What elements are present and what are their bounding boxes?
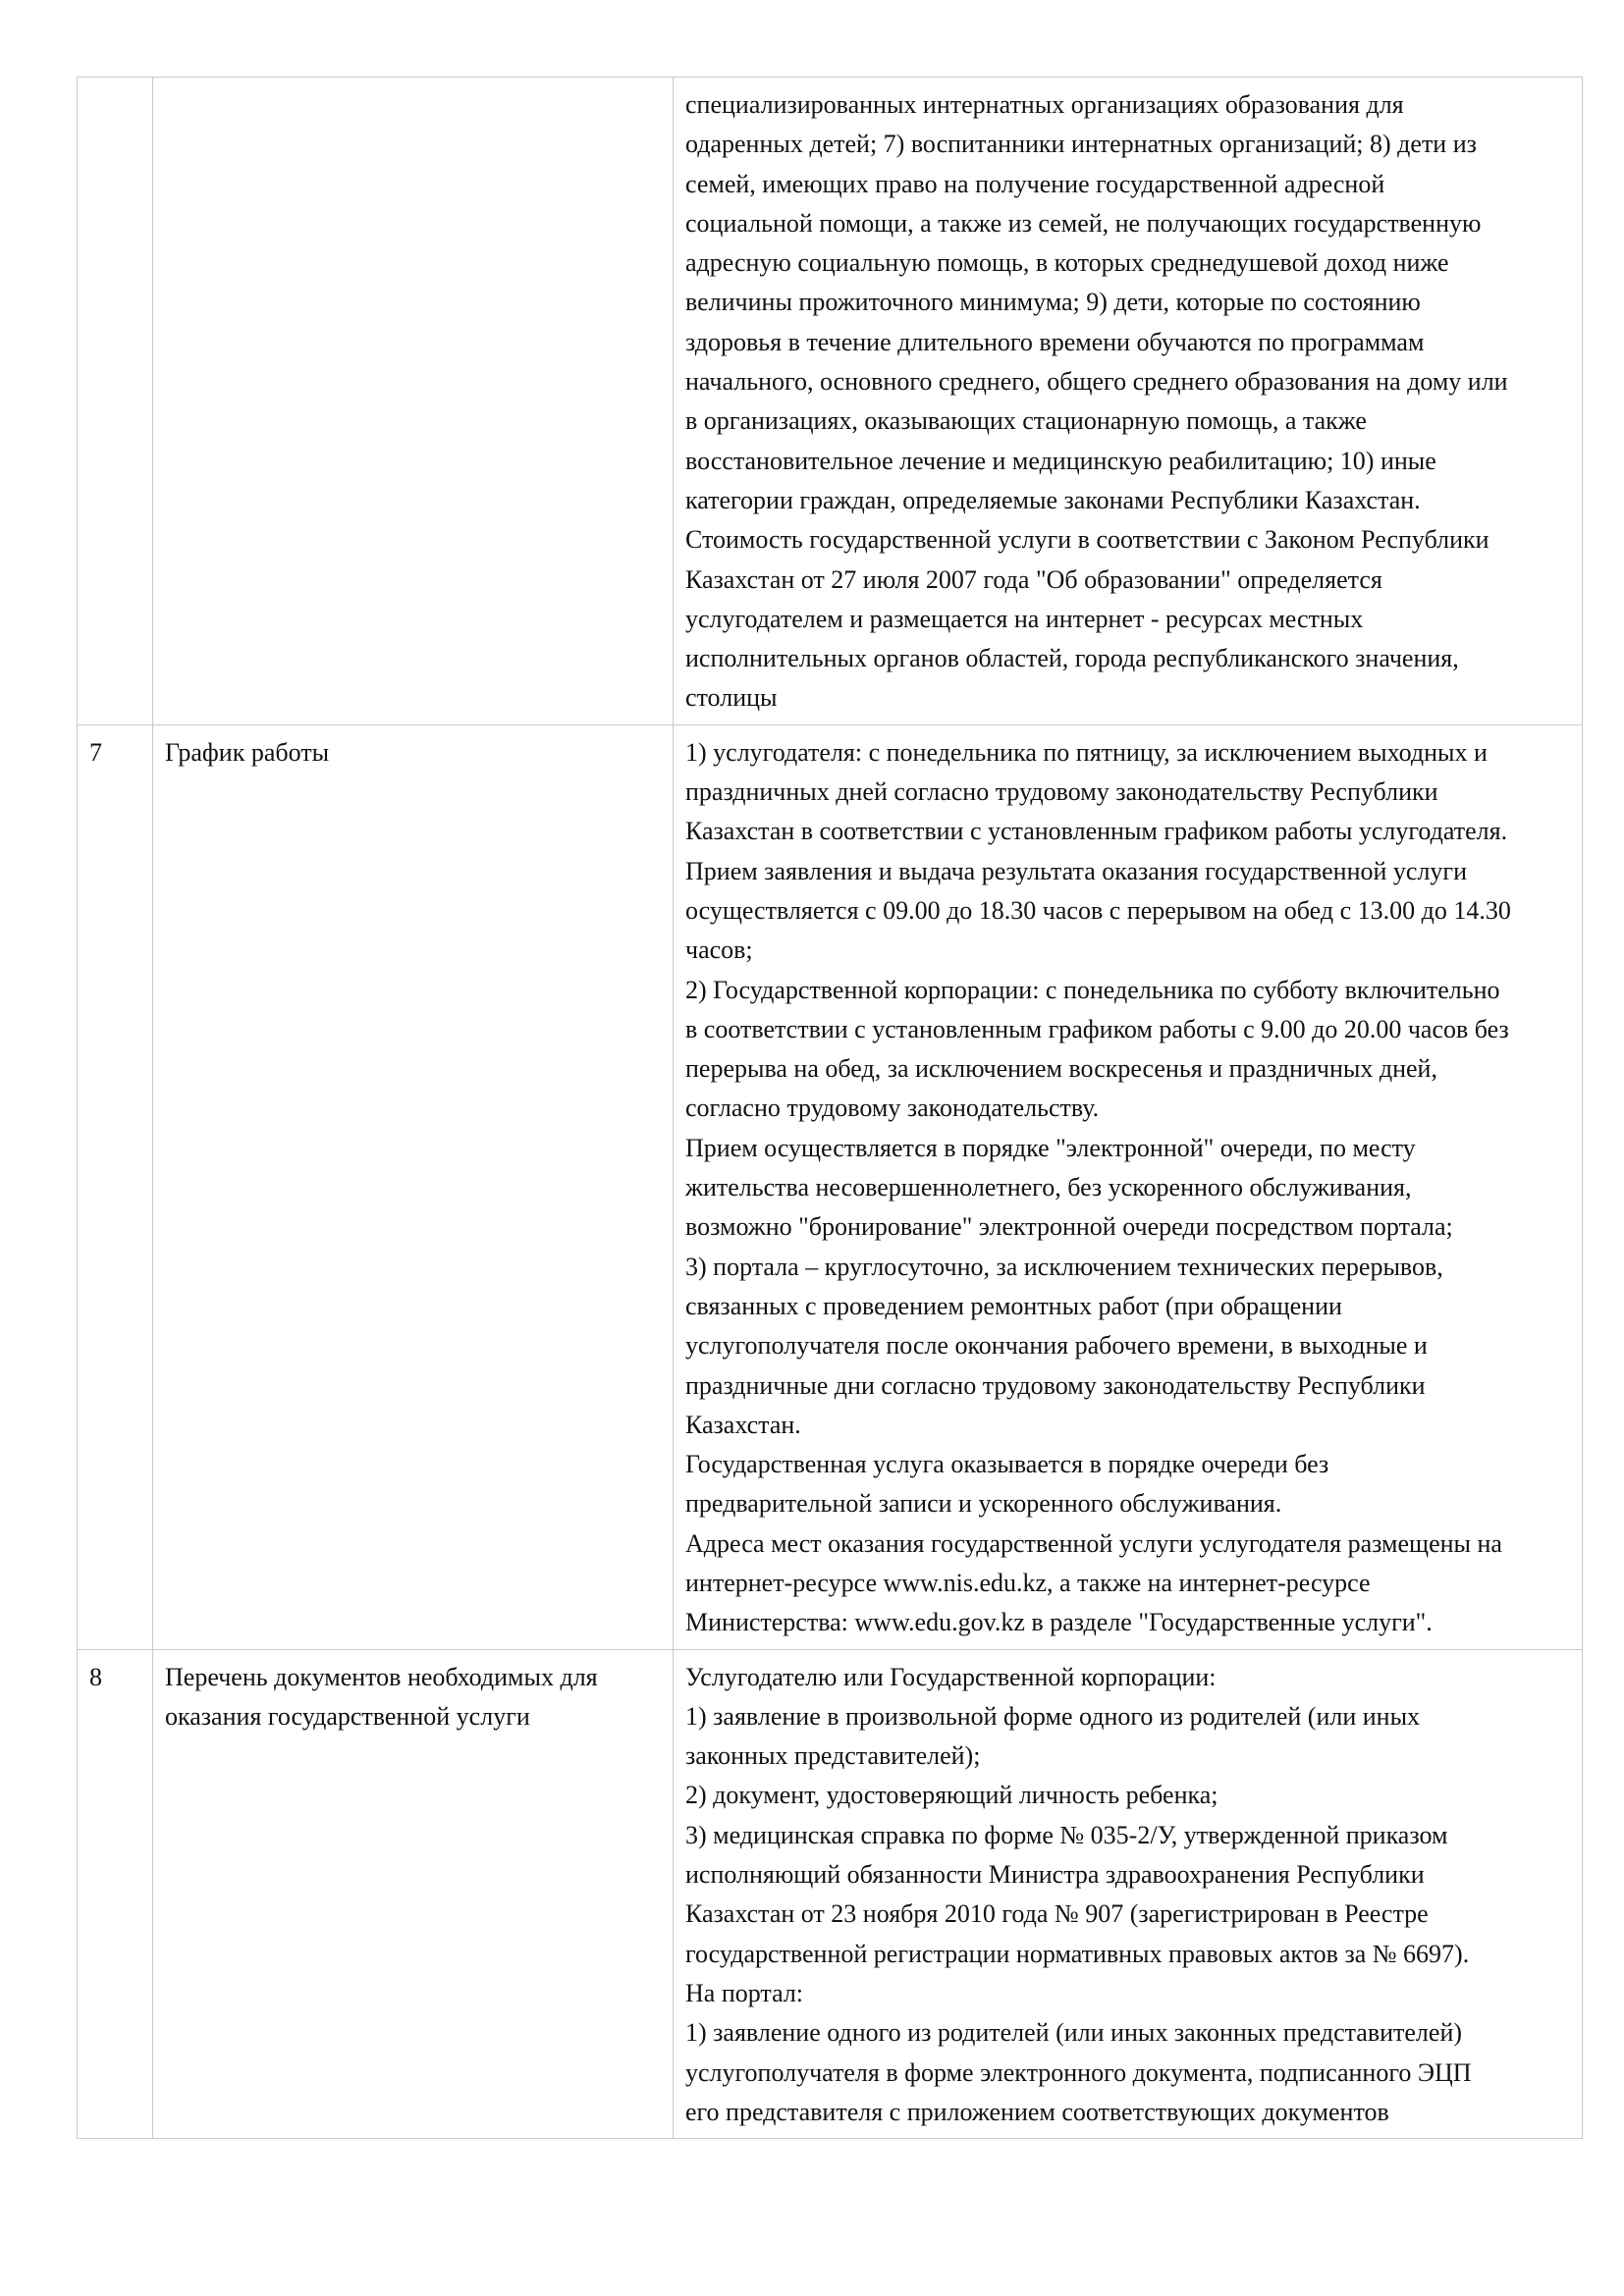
- text-line: 1) услугодателя: с понедельника по пятницу, за исключением выходных и: [685, 737, 1488, 767]
- text-line: семей, имеющих право на получение государственной адресной: [685, 169, 1385, 198]
- text-line: услугополучателя после окончания рабочего времени, в выходные и: [685, 1331, 1428, 1361]
- table-row: [78, 724, 1583, 1649]
- text-line: согласно трудовому законодательству.: [685, 1094, 1100, 1123]
- row-number: 7: [78, 724, 153, 1649]
- services-table: [77, 77, 1583, 2139]
- text-line: 1) заявление в произвольной форме одного из родителей (или иных: [685, 1701, 1421, 1731]
- text-line: Перечень документов необходимых для: [165, 1662, 598, 1691]
- text-line: законных представителей);: [685, 1741, 981, 1771]
- text-line: исполнительных органов областей, города республиканского значения,: [685, 644, 1459, 673]
- text-line: в соответствии с установленным графиком работы с 9.00 до 20.00 часов без: [685, 1014, 1509, 1043]
- row-number: 8: [78, 1649, 153, 2139]
- text-line: оказания государственной услуги: [165, 1701, 530, 1731]
- text-line: Прием осуществляется в порядке "электронной" очереди, по месту: [685, 1133, 1416, 1162]
- text-line: Казахстан от 23 ноября 2010 года № 907 (зарегистрирован в Реестре: [685, 1899, 1429, 1929]
- text-line: 2) Государственной корпорации: с понедельника по субботу включительно: [685, 975, 1500, 1004]
- document-page: [77, 77, 1583, 2139]
- text-line: 3) портала – круглосуточно, за исключением технических перерывов,: [685, 1252, 1443, 1281]
- text-line: Казахстан в соответствии с установленным графиком работы услугодателя.: [685, 817, 1508, 846]
- text-line: услугодателем и размещается на интернет - ресурсах местных: [685, 604, 1364, 633]
- text-line: Казахстан.: [685, 1410, 801, 1439]
- row-name: График работы: [153, 724, 674, 1649]
- text-line: На портал:: [685, 1978, 804, 2007]
- text-line: Государственная услуга оказывается в порядке очереди без: [685, 1450, 1329, 1479]
- row-value: [674, 1649, 1583, 2139]
- text-line: Стоимость государственной услуги в соответствии с Законом Республики: [685, 525, 1489, 555]
- table-row: [78, 78, 1583, 725]
- text-line: одаренных детей; 7) воспитанники интернатных организаций; 8) дети из: [685, 130, 1477, 159]
- text-line: Прием заявления и выдача результата оказания государственной услуги: [685, 856, 1468, 885]
- text-line: социальной помощи, а также из семей, не получающих государственную: [685, 208, 1482, 238]
- text-line: услугополучателя в форме электронного документа, подписанного ЭЦП: [685, 2057, 1472, 2087]
- text-line: осуществляется с 09.00 до 18.30 часов с перерывом на обед с 13.00 до 14.30: [685, 895, 1511, 925]
- text-line: предварительной записи и ускоренного обслуживания.: [685, 1489, 1282, 1519]
- text-line: Министерства: www.edu.gov.kz в разделе "Государственные услуги".: [685, 1608, 1433, 1637]
- text-line: 2) документ, удостоверяющий личность ребенка;: [685, 1781, 1218, 1810]
- text-line: в организациях, оказывающих стационарную помощь, а также: [685, 406, 1367, 436]
- text-line: исполняющий обязанности Министра здравоохранения Республики: [685, 1860, 1425, 1890]
- row-name: [153, 1649, 674, 2139]
- text-line: столицы: [685, 683, 778, 713]
- text-line: специализированных интернатных организациях образования для: [685, 90, 1404, 119]
- table-row: [78, 1649, 1583, 2139]
- text-line: жительства несовершеннолетнего, без ускоренного обслуживания,: [685, 1173, 1412, 1202]
- text-line: часов;: [685, 935, 753, 965]
- text-line: праздничные дни согласно трудовому законодательству Республики: [685, 1370, 1426, 1400]
- text-line: восстановительное лечение и медицинскую реабилитацию; 10) иные: [685, 446, 1436, 475]
- text-line: адресную социальную помощь, в которых среднедушевой доход ниже: [685, 248, 1449, 278]
- row-number: [78, 78, 153, 725]
- text-line: здоровья в течение длительного времени обучаются по программам: [685, 327, 1425, 356]
- text-line: 3) медицинская справка по форме № 035-2/У, утвержденной приказом: [685, 1820, 1448, 1849]
- text-line: интернет-ресурсе www.nis.edu.kz, а также на интернет-ресурсе: [685, 1568, 1371, 1597]
- text-line: величины прожиточного минимума; 9) дети, которые по состоянию: [685, 288, 1421, 317]
- text-line: Казахстан от 27 июля 2007 года "Об образовании" определяется: [685, 564, 1382, 594]
- text-line: начального, основного среднего, общего среднего образования на дому или: [685, 367, 1508, 397]
- text-line: возможно "бронирование" электронной очереди посредством портала;: [685, 1212, 1453, 1242]
- text-line: праздничных дней согласно трудовому законодательству Республики: [685, 777, 1438, 807]
- row-name: [153, 78, 674, 725]
- text-line: его представителя с приложением соответствующих документов: [685, 2097, 1389, 2126]
- text-line: государственной регистрации нормативных правовых актов за № 6697).: [685, 1939, 1470, 1968]
- row-value: [674, 78, 1583, 725]
- text-line: Услугодателю или Государственной корпорации:: [685, 1662, 1217, 1691]
- text-line: связанных с проведением ремонтных работ (при обращении: [685, 1291, 1342, 1320]
- text-line: перерыва на обед, за исключением воскресенья и праздничных дней,: [685, 1054, 1437, 1084]
- text-line: категории граждан, определяемые законами Республики Казахстан.: [685, 485, 1421, 514]
- text-line: Адреса мест оказания государственной услуги услугодателя размещены на: [685, 1528, 1502, 1558]
- text-line: 1) заявление одного из родителей (или иных законных представителей): [685, 2018, 1463, 2048]
- row-value: [674, 724, 1583, 1649]
